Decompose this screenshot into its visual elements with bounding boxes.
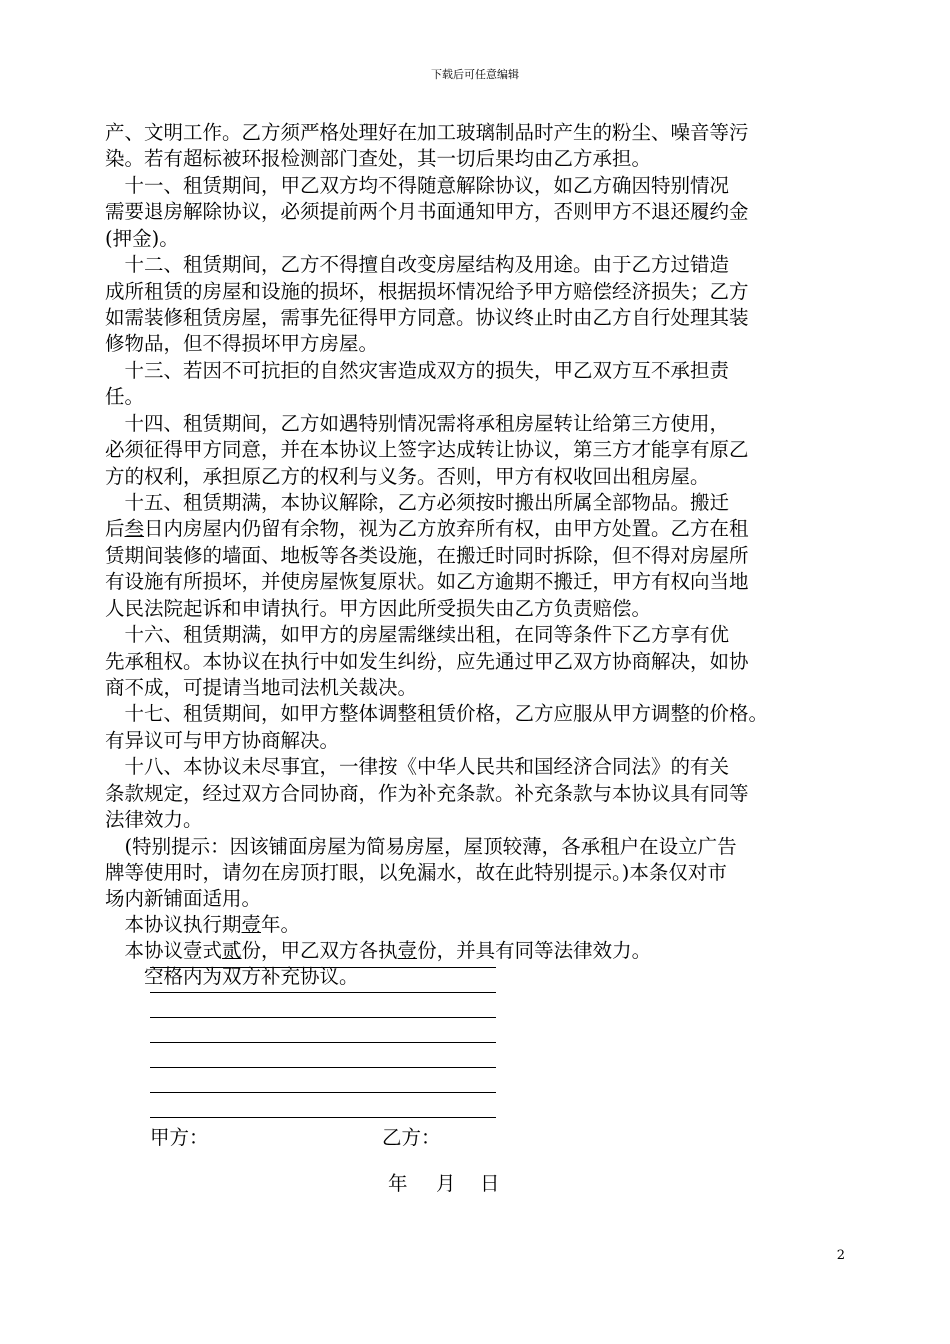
text-line: 十二、租赁期间，乙方不得擅自改变房屋结构及用途。由于乙方过错造 [105, 253, 730, 276]
text-line: 十六、租赁期满，如甲方的房屋需继续出租，在同等条件下乙方享有优 [105, 623, 730, 646]
date-month-label: 月 [436, 1172, 456, 1195]
text-line: 赁期间装修的墙面、地板等各类设施，在搬迁时同时拆除，但不得对房屋所 [105, 544, 749, 567]
text-line: 空格内为双方补充协议。 [105, 965, 359, 988]
blank-line [150, 1067, 496, 1068]
text-line: 人民法院起诉和申请执行。甲方因此所受损失由乙方负责赔偿。 [105, 597, 652, 620]
text-line: 任。 [105, 385, 145, 408]
text-line: 有设施有所损坏，并使房屋恢复原状。如乙方逾期不搬迁，甲方有权向当地 [105, 570, 749, 593]
text-line: 十八、本协议未尽事宜，一律按《中华人民共和国经济合同法》的有关 [105, 755, 730, 778]
blank-line [150, 1042, 496, 1043]
text-line: 牌等使用时，请勿在房顶打眼，以免漏水，故在此特别提示。)本条仅对市 [105, 861, 727, 884]
text-line: 场内新铺面适用。 [105, 887, 262, 910]
text-line: 条款规定，经过双方合同协商，作为补充条款。补充条款与本协议具有同等 [105, 782, 749, 805]
blank-line [150, 1017, 496, 1018]
blank-line [150, 992, 496, 993]
text-line: 方的权利，承担原乙方的权利与义务。否则，甲方有权收回出租房屋。 [105, 465, 710, 488]
text-line: 商不成，可提请当地司法机关裁决。 [105, 676, 418, 699]
text-line: 十三、若因不可抗拒的自然灾害造成双方的损失，甲乙双方互不承担责 [105, 359, 730, 382]
text-line: 必须征得甲方同意，并在本协议上签字达成转让协议，第三方才能享有原乙 [105, 438, 749, 461]
blank-line [150, 967, 496, 968]
text-line: (押金)。 [105, 227, 179, 250]
page-header: 下载后可任意编辑 [431, 68, 519, 81]
filled-value: 壹 [241, 913, 262, 936]
text-line: 先承租权。本协议在执行中如发生纠纷，应先通过甲乙双方协商解决，如协 [105, 650, 749, 673]
text-line: 十一、租赁期间，甲乙双方均不得随意解除协议，如乙方确因特别情况 [105, 174, 730, 197]
blank-line [150, 1092, 496, 1093]
text-line: 有异议可与甲方协商解决。 [105, 729, 340, 752]
blank-line [150, 1117, 496, 1118]
text-line: 产、文明工作。乙方须严格处理好在加工玻璃制品时产生的粉尘、噪音等污 [105, 121, 749, 144]
text-line: 本协议壹式贰份，甲乙双方各执壹份，并具有同等法律效力。 [105, 939, 652, 962]
party-b-signature-label: 乙方： [382, 1126, 441, 1149]
text-line: 如需装修租赁房屋，需事先征得甲方同意。协议终止时由乙方自行处理其装 [105, 306, 749, 329]
text-line: 本协议执行期壹年。 [105, 913, 301, 936]
page-number: 2 [836, 1248, 845, 1263]
text-line: 染。若有超标被环报检测部门查处，其一切后果均由乙方承担。 [105, 147, 652, 170]
filled-value: 壹 [397, 939, 418, 962]
text-line: 修物品，但不得损坏甲方房屋。 [105, 332, 379, 355]
text-line: 法律效力。 [105, 808, 203, 831]
text-line: 后叁日内房屋内仍留有余物，视为乙方放弃所有权，由甲方处置。乙方在租 [105, 517, 749, 540]
filled-value: 叁 [124, 517, 145, 540]
text-line: 十五、租赁期满，本协议解除，乙方必须按时搬出所属全部物品。搬迁 [105, 491, 730, 514]
text-line: 需要退房解除协议，必须提前两个月书面通知甲方，否则甲方不退还履约金 [105, 200, 749, 223]
text-line: 十四、租赁期间，乙方如遇特别情况需将承租房屋转让给第三方使用， [105, 412, 730, 435]
date-day-label: 日 [480, 1172, 500, 1195]
party-a-signature-label: 甲方： [150, 1126, 209, 1149]
filled-value: 贰 [222, 939, 242, 962]
text-line: 十七、租赁期间，如甲方整体调整租赁价格，乙方应服从甲方调整的价格。 [105, 702, 769, 725]
date-year-label: 年 [388, 1172, 408, 1195]
text-line: (特别提示：因该铺面房屋为简易房屋，屋顶较薄，各承租户在设立广告 [105, 835, 737, 858]
text-line: 成所租赁的房屋和设施的损坏，根据损坏情况给予甲方赔偿经济损失；乙方 [105, 280, 749, 303]
